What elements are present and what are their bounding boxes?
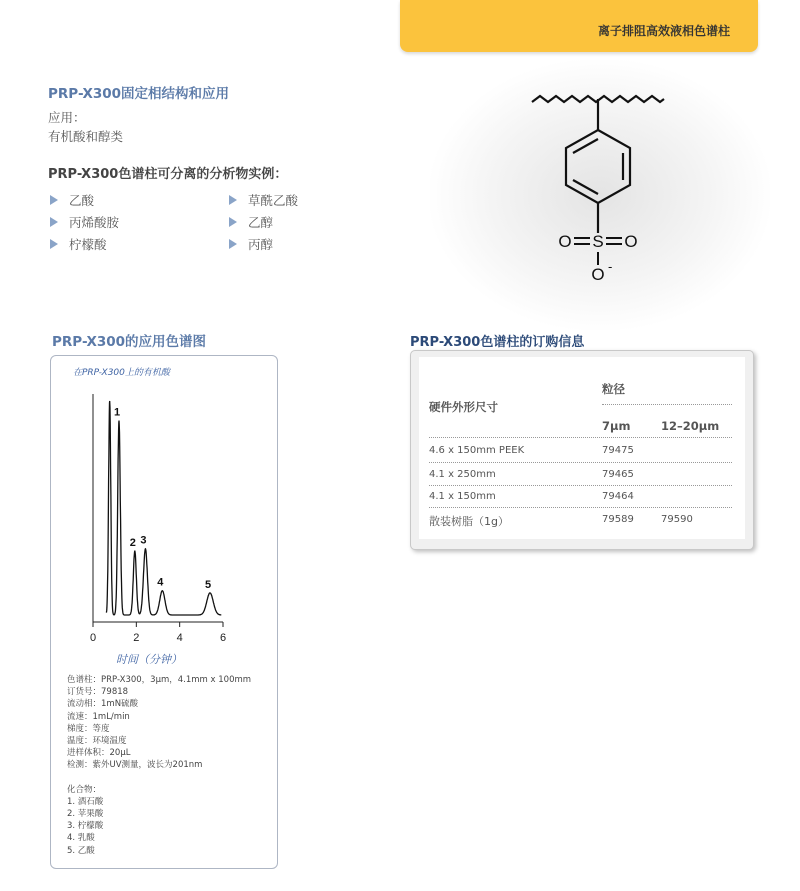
chromatogram-chart (51, 356, 277, 676)
chromatogram-panel (50, 355, 278, 869)
chromatogram-box-title: 在PRP-X300上的有机酸 (73, 368, 170, 378)
oxygen-atom: O (591, 265, 605, 284)
peak-label: 2 (129, 536, 136, 549)
peak-label: 3 (140, 534, 147, 547)
bullet-triangle-icon (229, 195, 237, 205)
table-row-part-number: 79590 (661, 514, 693, 525)
ordering-title: PRP-X300色谱柱的订购信息 (410, 335, 585, 350)
table-row-dimension: 散装树脂（1g） (429, 515, 509, 528)
condition-line: 梯度：等度 (67, 723, 110, 734)
compound-item: 4. 乳酸 (67, 833, 95, 844)
condition-line: 温度：环境温度 (67, 736, 127, 747)
x-tick-label: 6 (219, 632, 227, 644)
structure-title: PRP-X300固定相结构和应用 (48, 86, 230, 102)
x-axis-label: 时间（分钟） (116, 653, 182, 666)
bullet-triangle-icon (50, 217, 58, 227)
table-row-dimension: 4.1 x 150mm (429, 491, 496, 502)
compound-item: 2. 苹果酸 (67, 809, 104, 820)
condition-line: 订货号：79818 (67, 687, 129, 698)
application-label: 应用： (48, 110, 86, 125)
peak-label: 4 (157, 576, 164, 589)
header-tab (400, 0, 758, 52)
x-tick-label: 4 (176, 632, 183, 644)
condition-line: 进样体积：20μL (67, 748, 131, 759)
compound-item: 5. 乙酸 (67, 845, 95, 856)
list-item: 乙酸 (50, 189, 119, 211)
analytes-title: PRP-X300色谱柱可分离的分析物实例： (48, 167, 288, 182)
compound-item: 3. 柠檬酸 (67, 821, 104, 832)
bullet-triangle-icon (229, 217, 237, 227)
peak-label: 5 (204, 578, 212, 591)
list-item: 草酰乙酸 (229, 189, 298, 211)
table-row-part-number: 79465 (602, 469, 634, 480)
x-tick-label: 2 (133, 632, 140, 644)
compounds-title: 化合物： (67, 784, 102, 795)
table-row-part-number: 79589 (602, 514, 634, 525)
charge-sign: - (608, 259, 613, 274)
ordering-table (419, 357, 745, 539)
oxygen-atom: O (624, 232, 638, 251)
chromatogram-section-title: PRP-X300的应用色谱图 (52, 334, 207, 350)
analytes-list-left (50, 189, 119, 255)
x-tick-label: 0 (89, 632, 97, 644)
column-header-dimension: 硬件外形尺寸 (429, 400, 498, 414)
bullet-triangle-icon (50, 239, 58, 249)
benzene-ring (566, 130, 630, 203)
peak-label: 1 (113, 406, 121, 419)
bullet-triangle-icon (50, 195, 58, 205)
ordering-table-panel (410, 350, 754, 550)
oxygen-atom: O (558, 232, 572, 251)
condition-line: 流动相：1mN硫酸 (67, 699, 139, 710)
sulfonated-styrene-structure (520, 75, 680, 290)
list-item: 乙醇 (229, 211, 298, 233)
compound-item: 1. 酒石酸 (67, 796, 104, 807)
header-tab-label: 离子排阻高效液相色谱柱 (597, 24, 730, 38)
analytes-list-right (229, 189, 298, 255)
condition-line: 流速：1mL/min (67, 711, 130, 722)
table-row-dimension: 4.6 x 150mm PEEK (429, 445, 525, 456)
table-row-part-number: 79475 (602, 445, 634, 456)
chromatogram-conditions (67, 674, 251, 857)
column-header-particle-size: 粒径 (602, 382, 625, 396)
bullet-triangle-icon (229, 239, 237, 249)
condition-line: 色谱柱：PRP-X300，3μm，4.1mm x 100mm (67, 675, 252, 685)
list-item: 丙醇 (229, 233, 298, 255)
condition-line: 检测：紫外UV测量，波长为201nm (67, 760, 203, 771)
application-value: 有机酸和醇类 (48, 129, 124, 144)
list-item: 丙烯酸胺 (50, 211, 119, 233)
column-header-7um: 7μm (602, 419, 631, 433)
table-row-part-number: 79464 (602, 491, 634, 502)
sulfur-atom: S (592, 232, 604, 251)
column-header-12-20um: 12–20μm (661, 419, 720, 433)
list-item: 柠檬酸 (50, 233, 119, 255)
table-row-dimension: 4.1 x 250mm (429, 469, 496, 480)
